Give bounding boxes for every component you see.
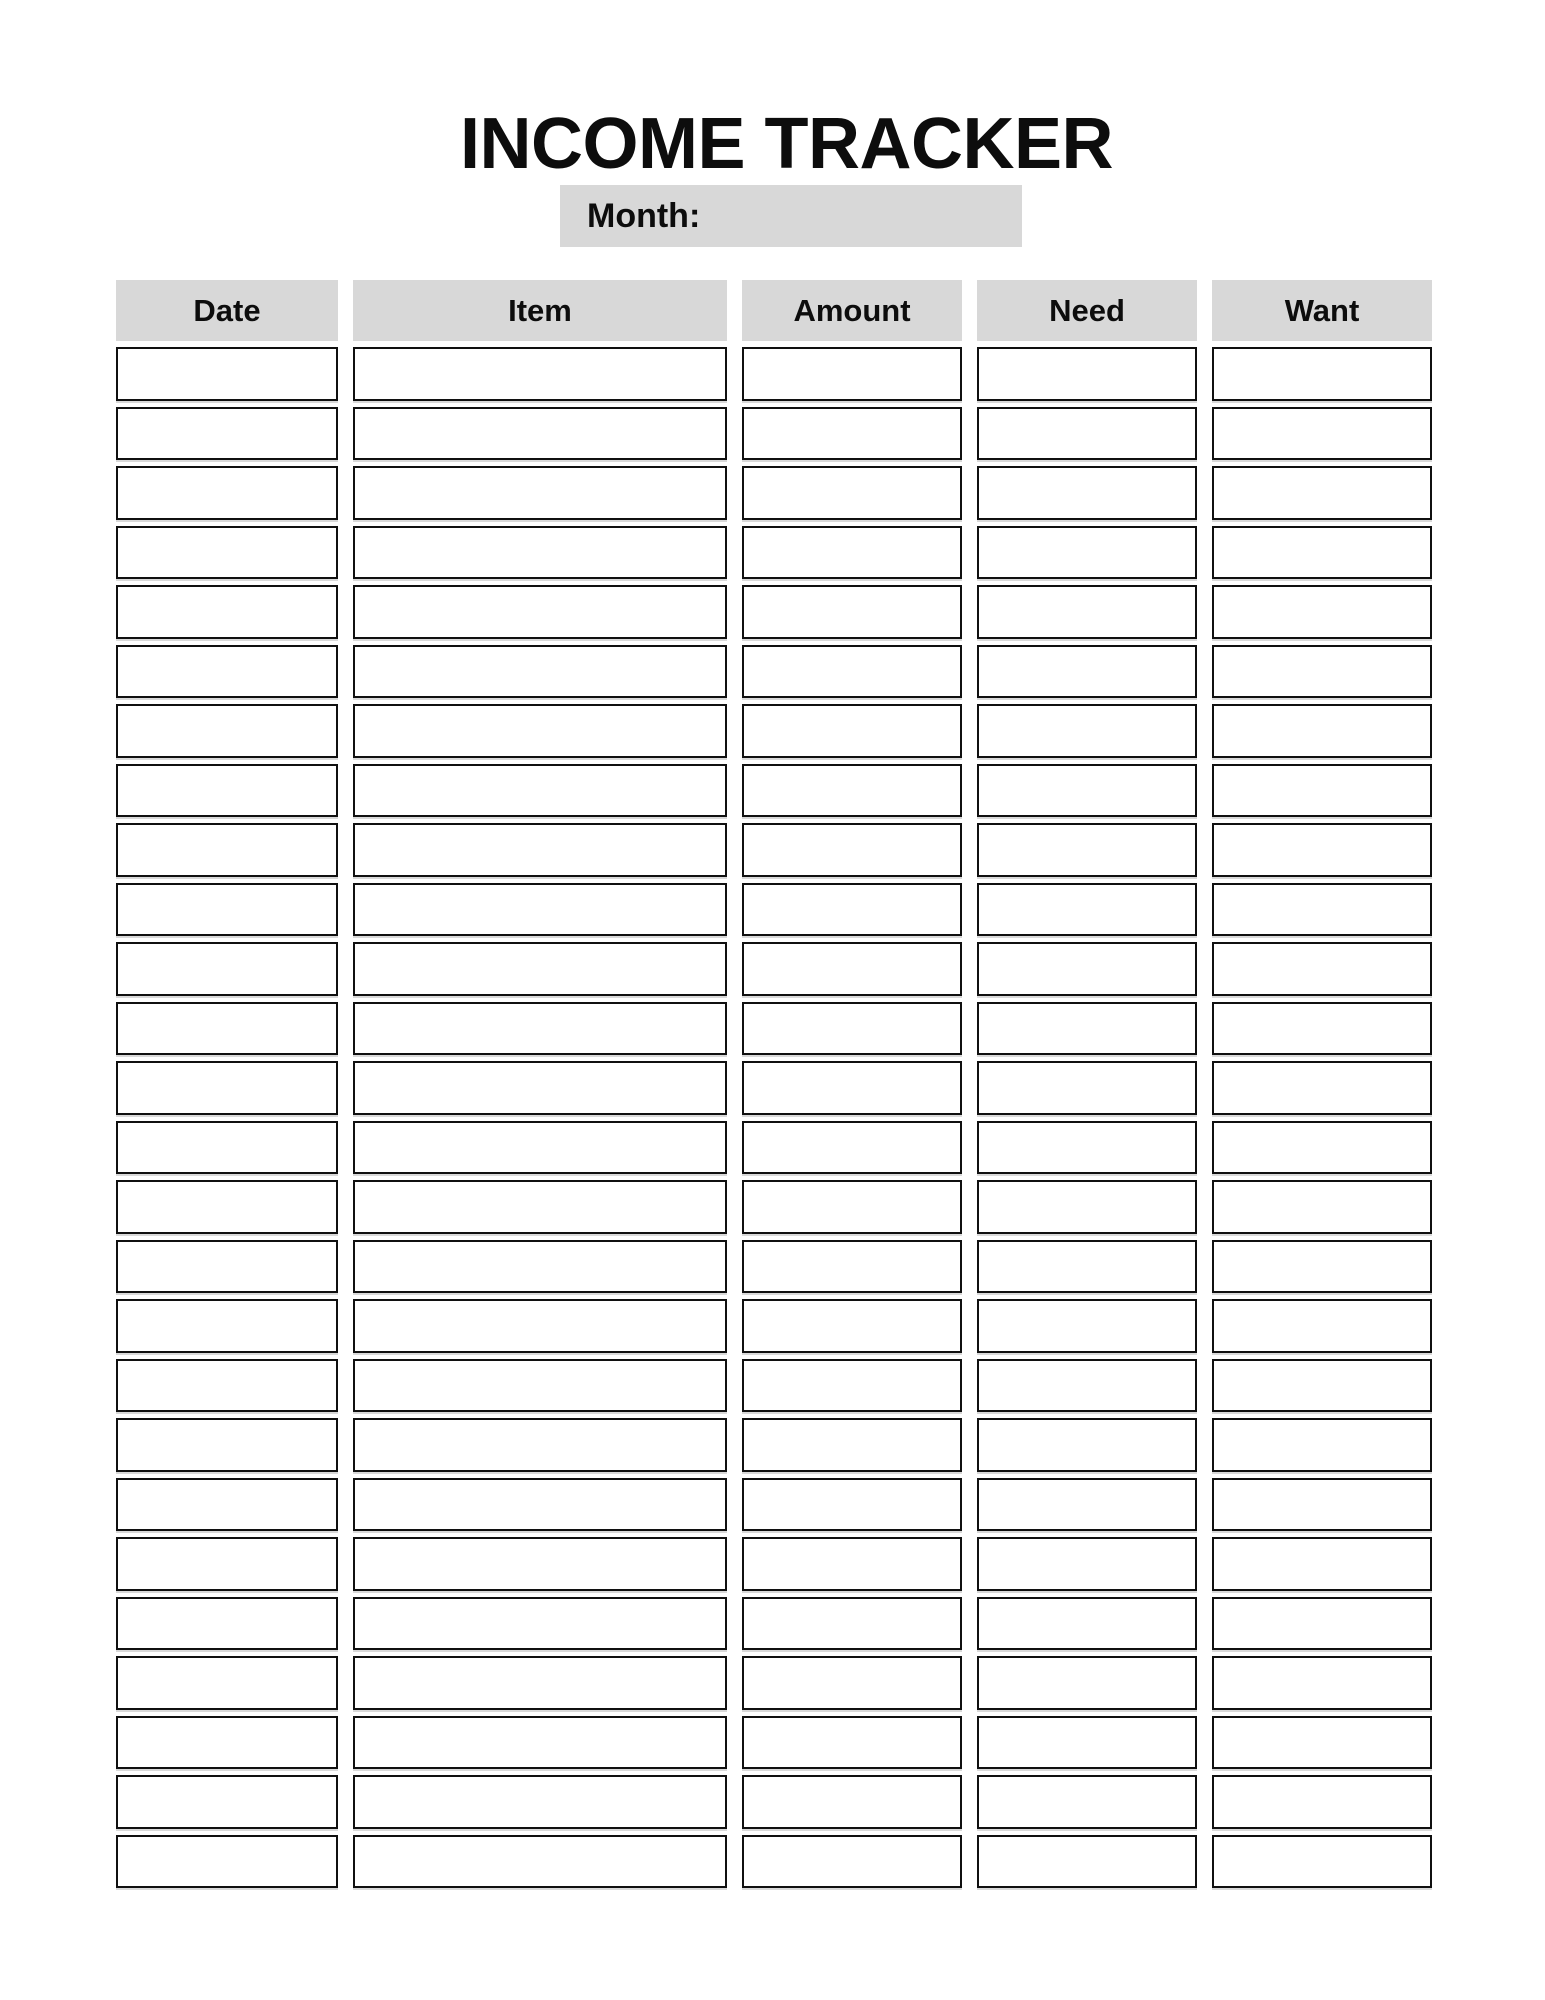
need-cell-input[interactable] bbox=[977, 942, 1197, 996]
want-cell-input[interactable] bbox=[1212, 466, 1432, 520]
amount-cell-input[interactable] bbox=[742, 704, 962, 758]
item-cell-input[interactable] bbox=[353, 1716, 727, 1770]
amount-cell-input[interactable] bbox=[742, 764, 962, 818]
need-cell-input[interactable] bbox=[977, 764, 1197, 818]
want-cell-input[interactable] bbox=[1212, 407, 1432, 461]
need-cell-input[interactable] bbox=[977, 1180, 1197, 1234]
need-cell-input[interactable] bbox=[977, 526, 1197, 580]
date-cell-input[interactable] bbox=[116, 1478, 338, 1532]
need-cell-input[interactable] bbox=[977, 1537, 1197, 1591]
date-cell-input[interactable] bbox=[116, 1061, 338, 1115]
need-cell-input[interactable] bbox=[977, 1775, 1197, 1829]
need-cell-input[interactable] bbox=[977, 645, 1197, 699]
date-cell-input[interactable] bbox=[116, 347, 338, 401]
amount-cell-input[interactable] bbox=[742, 1835, 962, 1889]
item-cell-input[interactable] bbox=[353, 1002, 727, 1056]
item-cell-input[interactable] bbox=[353, 1061, 727, 1115]
item-cell-input[interactable] bbox=[353, 1121, 727, 1175]
want-cell-input[interactable] bbox=[1212, 347, 1432, 401]
income-table bbox=[116, 280, 1432, 1888]
date-cell-input[interactable] bbox=[116, 764, 338, 818]
item-cell-input[interactable] bbox=[353, 942, 727, 996]
amount-cell-input[interactable] bbox=[742, 585, 962, 639]
need-cell-input[interactable] bbox=[977, 585, 1197, 639]
item-cell-input[interactable] bbox=[353, 1656, 727, 1710]
want-cell-input[interactable] bbox=[1212, 1061, 1432, 1115]
amount-cell-input[interactable] bbox=[742, 1597, 962, 1651]
amount-cell-input[interactable] bbox=[742, 1359, 962, 1413]
want-cell-input[interactable] bbox=[1212, 1180, 1432, 1234]
date-cell-input[interactable] bbox=[116, 1775, 338, 1829]
amount-cell-input[interactable] bbox=[742, 1061, 962, 1115]
date-cell-input[interactable] bbox=[116, 1597, 338, 1651]
item-cell-input[interactable] bbox=[353, 645, 727, 699]
want-cell-input[interactable] bbox=[1212, 1359, 1432, 1413]
amount-cell-input[interactable] bbox=[742, 1716, 962, 1770]
item-cell-input[interactable] bbox=[353, 883, 727, 937]
item-cell-input[interactable] bbox=[353, 1180, 727, 1234]
want-cell-input[interactable] bbox=[1212, 1775, 1432, 1829]
date-cell-input[interactable] bbox=[116, 466, 338, 520]
need-cell-input[interactable] bbox=[977, 1835, 1197, 1889]
want-cell-input[interactable] bbox=[1212, 1418, 1432, 1472]
want-cell-input[interactable] bbox=[1212, 1478, 1432, 1532]
amount-cell-input[interactable] bbox=[742, 1775, 962, 1829]
item-cell-input[interactable] bbox=[353, 526, 727, 580]
date-cell-input[interactable] bbox=[116, 1180, 338, 1234]
column-header-amount: Amount bbox=[742, 280, 962, 341]
need-cell-input[interactable] bbox=[977, 1061, 1197, 1115]
want-cell-input[interactable] bbox=[1212, 823, 1432, 877]
amount-cell-input[interactable] bbox=[742, 1656, 962, 1710]
want-cell-input[interactable] bbox=[1212, 1835, 1432, 1889]
date-cell-input[interactable] bbox=[116, 942, 338, 996]
column-header-item: Item bbox=[353, 280, 727, 341]
column-header-need: Need bbox=[977, 280, 1197, 341]
date-cell-input[interactable] bbox=[116, 645, 338, 699]
date-cell-input[interactable] bbox=[116, 1121, 338, 1175]
amount-cell-input[interactable] bbox=[742, 1121, 962, 1175]
need-cell-input[interactable] bbox=[977, 1299, 1197, 1353]
need-cell-input[interactable] bbox=[977, 1002, 1197, 1056]
date-cell-input[interactable] bbox=[116, 1359, 338, 1413]
item-cell-input[interactable] bbox=[353, 1299, 727, 1353]
want-cell-input[interactable] bbox=[1212, 1002, 1432, 1056]
item-cell-input[interactable] bbox=[353, 1775, 727, 1829]
amount-cell-input[interactable] bbox=[742, 347, 962, 401]
want-cell-input[interactable] bbox=[1212, 1537, 1432, 1591]
date-cell-input[interactable] bbox=[116, 883, 338, 937]
amount-cell-input[interactable] bbox=[742, 407, 962, 461]
want-cell-input[interactable] bbox=[1212, 526, 1432, 580]
need-cell-input[interactable] bbox=[977, 466, 1197, 520]
month-label: Month: bbox=[587, 196, 701, 235]
need-cell-input[interactable] bbox=[977, 1716, 1197, 1770]
amount-cell-input[interactable] bbox=[742, 466, 962, 520]
month-bar bbox=[560, 185, 1022, 247]
need-cell-input[interactable] bbox=[977, 407, 1197, 461]
want-cell-input[interactable] bbox=[1212, 1716, 1432, 1770]
date-cell-input[interactable] bbox=[116, 407, 338, 461]
amount-cell-input[interactable] bbox=[742, 1418, 962, 1472]
item-cell-input[interactable] bbox=[353, 704, 727, 758]
amount-cell-input[interactable] bbox=[742, 823, 962, 877]
want-cell-input[interactable] bbox=[1212, 1121, 1432, 1175]
amount-cell-input[interactable] bbox=[742, 1537, 962, 1591]
amount-cell-input[interactable] bbox=[742, 942, 962, 996]
item-cell-input[interactable] bbox=[353, 1418, 727, 1472]
date-cell-input[interactable] bbox=[116, 1240, 338, 1294]
item-cell-input[interactable] bbox=[353, 823, 727, 877]
month-input[interactable] bbox=[712, 185, 1022, 247]
item-cell-input[interactable] bbox=[353, 1597, 727, 1651]
item-cell-input[interactable] bbox=[353, 347, 727, 401]
amount-cell-input[interactable] bbox=[742, 1002, 962, 1056]
date-cell-input[interactable] bbox=[116, 823, 338, 877]
want-cell-input[interactable] bbox=[1212, 704, 1432, 758]
date-cell-input[interactable] bbox=[116, 1418, 338, 1472]
item-cell-input[interactable] bbox=[353, 466, 727, 520]
need-cell-input[interactable] bbox=[977, 347, 1197, 401]
need-cell-input[interactable] bbox=[977, 1121, 1197, 1175]
want-cell-input[interactable] bbox=[1212, 1597, 1432, 1651]
item-cell-input[interactable] bbox=[353, 1359, 727, 1413]
need-cell-input[interactable] bbox=[977, 1597, 1197, 1651]
need-cell-input[interactable] bbox=[977, 1418, 1197, 1472]
need-cell-input[interactable] bbox=[977, 1359, 1197, 1413]
need-cell-input[interactable] bbox=[977, 823, 1197, 877]
amount-cell-input[interactable] bbox=[742, 645, 962, 699]
want-cell-input[interactable] bbox=[1212, 1656, 1432, 1710]
date-cell-input[interactable] bbox=[116, 1002, 338, 1056]
item-cell-input[interactable] bbox=[353, 585, 727, 639]
item-cell-input[interactable] bbox=[353, 1537, 727, 1591]
item-cell-input[interactable] bbox=[353, 407, 727, 461]
column-header-date: Date bbox=[116, 280, 338, 341]
item-cell-input[interactable] bbox=[353, 1240, 727, 1294]
amount-cell-input[interactable] bbox=[742, 526, 962, 580]
item-cell-input[interactable] bbox=[353, 1835, 727, 1889]
need-cell-input[interactable] bbox=[977, 1478, 1197, 1532]
date-cell-input[interactable] bbox=[116, 704, 338, 758]
need-cell-input[interactable] bbox=[977, 704, 1197, 758]
amount-cell-input[interactable] bbox=[742, 1240, 962, 1294]
amount-cell-input[interactable] bbox=[742, 1299, 962, 1353]
date-cell-input[interactable] bbox=[116, 585, 338, 639]
item-cell-input[interactable] bbox=[353, 764, 727, 818]
want-cell-input[interactable] bbox=[1212, 764, 1432, 818]
item-cell-input[interactable] bbox=[353, 1478, 727, 1532]
date-cell-input[interactable] bbox=[116, 1835, 338, 1889]
amount-cell-input[interactable] bbox=[742, 1478, 962, 1532]
want-cell-input[interactable] bbox=[1212, 645, 1432, 699]
date-cell-input[interactable] bbox=[116, 1299, 338, 1353]
want-cell-input[interactable] bbox=[1212, 942, 1432, 996]
need-cell-input[interactable] bbox=[977, 1656, 1197, 1710]
date-cell-input[interactable] bbox=[116, 1716, 338, 1770]
want-cell-input[interactable] bbox=[1212, 883, 1432, 937]
date-cell-input[interactable] bbox=[116, 1656, 338, 1710]
amount-cell-input[interactable] bbox=[742, 1180, 962, 1234]
want-cell-input[interactable] bbox=[1212, 1240, 1432, 1294]
need-cell-input[interactable] bbox=[977, 1240, 1197, 1294]
date-cell-input[interactable] bbox=[116, 526, 338, 580]
amount-cell-input[interactable] bbox=[742, 883, 962, 937]
want-cell-input[interactable] bbox=[1212, 585, 1432, 639]
want-cell-input[interactable] bbox=[1212, 1299, 1432, 1353]
column-header-want: Want bbox=[1212, 280, 1432, 341]
need-cell-input[interactable] bbox=[977, 883, 1197, 937]
page-title: INCOME TRACKER bbox=[460, 104, 1113, 184]
date-cell-input[interactable] bbox=[116, 1537, 338, 1591]
